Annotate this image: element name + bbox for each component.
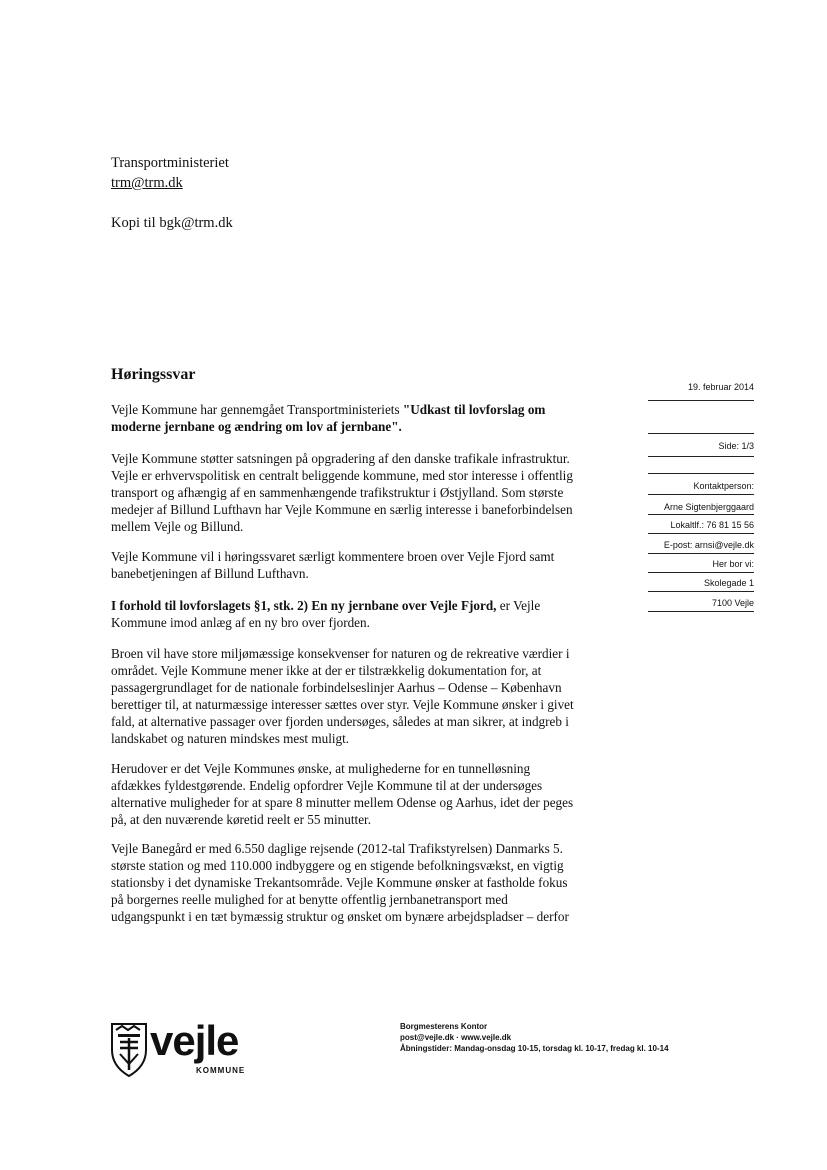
paragraph-text: Vejle Kommune har gennemgået Transportministeriets	[111, 402, 403, 417]
paragraph-line: transport og afhængig af en sammenhængende trafikstruktur i Østjylland. Som største	[111, 485, 564, 500]
paragraph-line: fald, at alternative passager over fjorden undersøges, således at man sikrer, at indgreb i	[111, 714, 569, 729]
paragraph-line: stationsby i det dynamiske Trekantsområde. Vejle Kommune ønsker at fastholde fokus	[111, 875, 568, 890]
footer-hours: Åbningstider: Mandag-onsdag 10-15, torsdag kl. 10-17, fredag kl. 10-14	[400, 1044, 669, 1053]
paragraph-line: Kommune imod anlæg af en ny bro over fjorden.	[111, 615, 370, 630]
logo-wordmark: vejle	[150, 1017, 239, 1064]
letter-date: 19. februar 2014	[687, 382, 754, 392]
paragraph-line: Vejle Kommune støtter satsningen på opgradering af den danske trafikale infrastruktur.	[111, 451, 570, 466]
recipient-name: Transportministeriet	[111, 155, 229, 171]
paragraph-station	[111, 840, 616, 925]
paragraph-line: afdækkes fyldestgørende. Endelig opfordrer Vejle Kommune til at der undersøges	[111, 778, 543, 793]
sidebar-divider	[648, 473, 754, 474]
paragraph-line: på, at den nuværende køretid reelt er 55 minutter.	[111, 812, 372, 827]
paragraph-line: Herudover er det Vejle Kommunes ønske, at mulighederne for en tunnelløsning	[111, 761, 531, 776]
section-reference: I forhold til lovforslagets §1, stk. 2) En ny jernbane over Vejle Fjord,	[111, 598, 497, 613]
logo-subtitle: KOMMUNE	[196, 1066, 246, 1075]
sidebar-divider	[648, 433, 754, 434]
document-heading: Høringssvar	[111, 366, 196, 383]
vejle-logo	[110, 1017, 250, 1080]
sidebar-divider	[648, 494, 754, 495]
contact-email[interactable]: E-post: arnsi@vejle.dk	[663, 540, 754, 550]
contact-label: Kontaktperson:	[693, 481, 754, 491]
paragraph-bridge	[111, 597, 616, 631]
paragraph-line: Vejle Kommune vil i høringssvaret særligt kommentere broen over Vejle Fjord samt	[111, 549, 555, 564]
address-city: 7100 Vejle	[711, 598, 754, 608]
paragraph-text: er Vejle	[496, 598, 541, 613]
footer-contact[interactable]: post@vejle.dk · www.vejle.dk	[400, 1033, 512, 1042]
paragraph-line: banebetjeningen af Billund Lufthavn.	[111, 566, 309, 581]
paragraph-support	[111, 450, 616, 535]
sidebar-divider	[648, 514, 754, 515]
paragraph-line: landskabet og naturen mindskes mest muligt.	[111, 731, 350, 746]
paragraph-line: Vejle Banegård er med 6.550 daglige rejsende (2012-tal Trafikstyrelsen) Danmarks 5.	[111, 841, 563, 856]
sidebar-divider	[648, 572, 754, 573]
paragraph-line: Broen vil have store miljømæssige konsekvenser for naturen og de rekreative værdier i	[111, 646, 570, 661]
copy-line: Kopi til bgk@trm.dk	[111, 215, 233, 231]
paragraph-line: på borgernes reelle mulighed for at benytte offentlig jernbanetransport med	[111, 892, 508, 907]
paragraph-tunnel	[111, 760, 616, 828]
address-street: Skolegade 1	[703, 578, 754, 588]
sidebar-divider	[648, 400, 754, 401]
paragraph-line: berettiger til, at naturmæssige interesser sættes over styr. Vejle Kommune ønsker i givet	[111, 697, 574, 712]
location-label: Her bor vi:	[712, 559, 754, 569]
sidebar-divider	[648, 591, 754, 592]
paragraph-line: medejer af Billund Lufthavn har Vejle Kommune en særlig interesse i baneforbindelsen	[111, 502, 573, 517]
paragraph-line: området. Vejle Kommune mener ikke at der er tilstrækkelig dokumentation for, at	[111, 663, 542, 678]
bill-title: "Udkast til lovforslag om	[402, 402, 546, 417]
paragraph-line: udgangspunkt i en tæt bymæssig struktur og ønsket om bynære arbejdspladser – derfor	[111, 909, 569, 924]
paragraph-line: passagergrundlaget for de nationale forbindelseslinjer Aarhus – Odense – København	[111, 680, 562, 695]
paragraph-line: alternative muligheder for at spare 8 minutter mellem Odense og Aarhus, idet der peges	[111, 795, 574, 810]
paragraph-line: største station og med 110.000 indbyggere og en stigende befolkningsvækst, en vigtig	[111, 858, 564, 873]
contact-phone: Lokaltlf.: 76 81 15 56	[670, 520, 754, 530]
contact-name: Arne Sigtenbjerggaard	[663, 502, 754, 512]
paragraph-scope	[111, 548, 616, 582]
footer-office: Borgmesterens Kontor	[400, 1022, 488, 1031]
paragraph-line: Vejle er erhvervspolitisk en centralt beliggende kommune, med stor interesse i offentlig	[111, 468, 573, 483]
footer-contact-block	[400, 1021, 669, 1054]
paragraph-line: mellem Vejle og Billund.	[111, 519, 244, 534]
paragraph-environment	[111, 645, 616, 747]
page-number: Side: 1/3	[718, 441, 754, 451]
paragraph-intro	[111, 401, 616, 435]
sidebar-divider	[648, 456, 754, 457]
sidebar-divider	[648, 611, 754, 612]
recipient-email[interactable]: trm@trm.dk	[111, 175, 183, 191]
sidebar-divider	[648, 553, 754, 554]
sidebar-divider	[648, 533, 754, 534]
paragraph-line	[111, 401, 616, 418]
paragraph-line	[111, 597, 616, 614]
bill-title-cont: moderne jernbane og ændring om lov af jernbane".	[111, 419, 402, 434]
